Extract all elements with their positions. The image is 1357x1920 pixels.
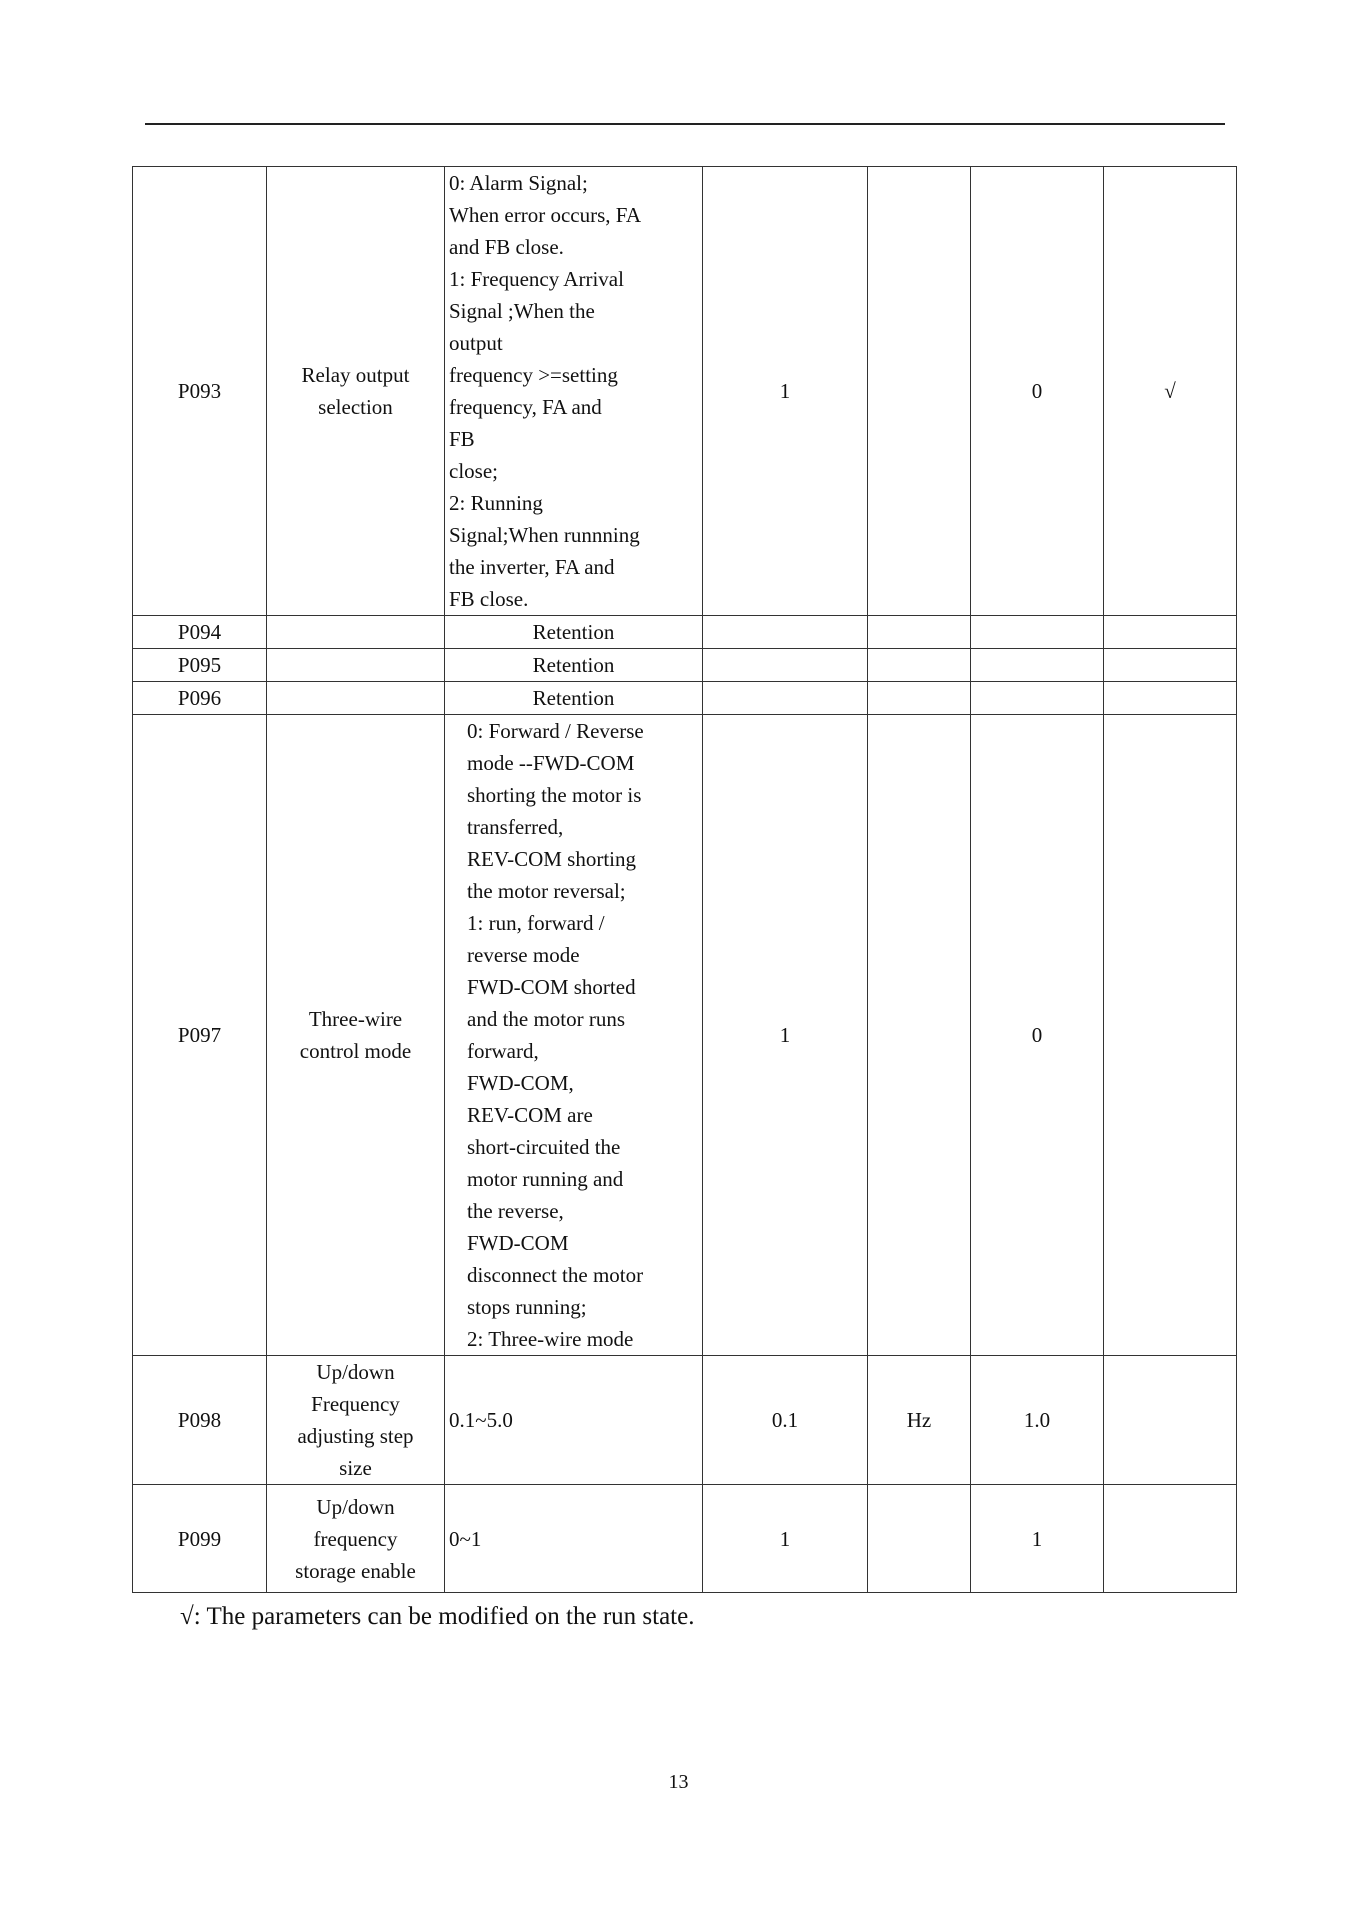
param-step: 1 [703,715,868,1356]
header-rule [145,123,1225,125]
parameter-table [132,166,1237,1593]
param-setting: Retention [445,649,703,682]
param-default [971,616,1104,649]
param-default: 0 [971,715,1104,1356]
param-step [703,649,868,682]
param-modifiable [1104,682,1237,715]
param-unit [868,682,971,715]
param-name: Three-wire control mode [299,1007,412,1063]
table-row-p097 [133,715,1237,1356]
param-name: Up/down frequency storage enable [295,1494,416,1583]
param-default [971,682,1104,715]
param-code: P095 [133,649,267,682]
param-setting: 0.1~5.0 [445,1356,703,1485]
footnote: √: The parameters can be modified on the run state. [180,1603,695,1630]
param-name: Up/down Frequency adjusting step size [297,1360,414,1480]
param-step: 1 [703,1485,868,1593]
param-code: P097 [133,715,267,1356]
param-unit [868,1485,971,1593]
param-step: 1 [703,167,868,616]
param-step: 0.1 [703,1356,868,1485]
param-setting: Retention [445,616,703,649]
param-modifiable [1104,1485,1237,1593]
param-code: P093 [133,167,267,616]
param-code: P098 [133,1356,267,1485]
param-unit [868,167,971,616]
param-setting: 0~1 [445,1485,703,1593]
table-row-p094 [133,616,1237,649]
param-modifiable [1104,715,1237,1356]
param-step [703,682,868,715]
param-modifiable [1104,649,1237,682]
param-code: P094 [133,616,267,649]
param-modifiable [1104,1356,1237,1485]
param-unit [868,649,971,682]
table-row-p099 [133,1485,1237,1593]
param-unit [868,616,971,649]
param-modifiable: √ [1104,167,1237,616]
table-row-p096 [133,682,1237,715]
param-name: Relay output selection [301,363,410,419]
param-setting: 0: Alarm Signal; When error occurs, FA and FB close. 1: Frequency Arrival Signal ;When the output frequency >=setting frequency, FA and FB close; 2: Running Signal;When runnning the inverter, FA and FB close. [445,167,703,616]
param-default: 0 [971,167,1104,616]
param-unit [868,715,971,1356]
table-row-p093 [133,167,1237,616]
page-number: 13 [668,1771,689,1793]
param-modifiable [1104,616,1237,649]
param-setting: Retention [445,682,703,715]
param-code: P099 [133,1485,267,1593]
table-row-p095 [133,649,1237,682]
param-unit: Hz [868,1356,971,1485]
param-code: P096 [133,682,267,715]
param-default: 1 [971,1485,1104,1593]
param-step [703,616,868,649]
table-row-p098 [133,1356,1237,1485]
param-default: 1.0 [971,1356,1104,1485]
param-setting: 0: Forward / Reverse mode --FWD-COM shorting the motor is transferred, REV-COM shorting the motor reversal; 1: run, forward / reverse mode FWD-COM shorted and the motor runs forward, FWD-COM, REV-COM are short-circuited the motor running and the reverse, FWD-COM disconnect the motor stops running; 2: Three-wire mode [445,715,703,1356]
param-default [971,649,1104,682]
